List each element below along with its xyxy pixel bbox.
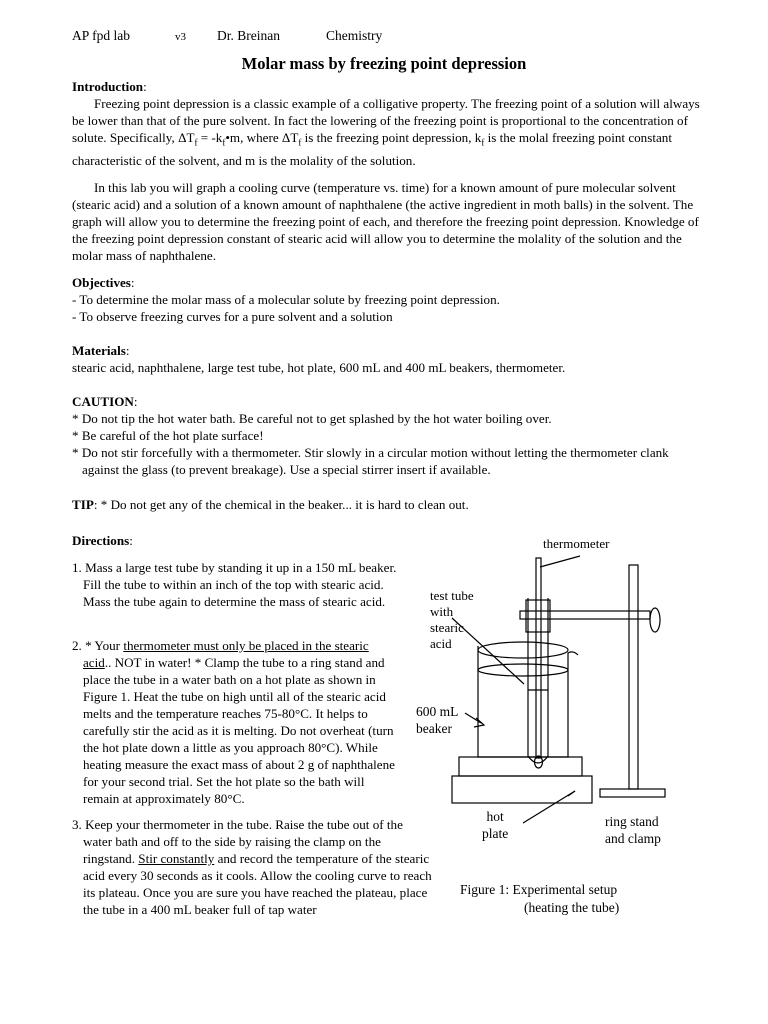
hot-plate-pointer (523, 791, 575, 823)
label-600ml-beaker: 600 mL beaker (416, 704, 459, 736)
ring-stand-base (600, 789, 665, 797)
objectives-section: Objectives: - To determine the molar mass of a molecular solute by freezing point depression. - To observe freezing curves for a pure solvent and a solution (72, 274, 700, 325)
caution-item: * Do not stir forcefully with a thermometer. Stir slowly in a circular motion without letting the thermometer clank against the glass (to prevent breakage). Use a special stirrer insert if available. (72, 445, 669, 477)
tip-section: TIP: * Do not get any of the chemical in the beaker... it is hard to clean out. (72, 497, 469, 512)
label-test-tube: test tube with stearic acid (430, 588, 474, 651)
directions-step-2: 2. * Your thermometer must only be placed in the stearic acid.. NOT in water! * Clamp the tube to a ring stand and place the tube in a water bath on a hot plate as shown in Figure 1. Heat the tube on high until all of the stearic acid melts and the temperature reaches 75-80°C. It helps to carefully stir the acid as it is melting. Do not overheat (turn the hot plate down a little as you approach 80°C). While heating measure the exact mass of about 2 g of naphthalene for your second trial. Set the hot plate so the bath will remain at approximately 80°C. (72, 638, 395, 806)
water-level (478, 664, 568, 676)
introduction-heading: Introduction (72, 79, 144, 94)
clamp-knob (650, 608, 660, 632)
header-subject: Chemistry (326, 28, 383, 43)
figure-caption: Figure 1: Experimental setup (heating the tube) (460, 882, 620, 915)
header-version: v3 (175, 31, 186, 43)
objective-item: - To observe freezing curves for a pure solvent and a solution (72, 309, 393, 324)
directions-heading: Directions (72, 533, 130, 548)
label-thermometer: thermometer (543, 536, 610, 551)
objectives-heading: Objectives (72, 275, 131, 290)
hot-plate (452, 776, 592, 803)
introduction-section: Introduction: Freezing point depression is a classic example of a colligative property. The freezing point of a solution will always be lower than that of the pure solvent. In fact the lowering of the freezing point is proportional to the concentration of solute. Specifically, $\Delta T_f$ = $-k_f•m$, where $\Delta T_f$ is the freezing point depression, $k_f$ is the molal freezing point constant characteristic of the solvent, and m is the molality of the solution. (72, 79, 700, 168)
introduction-paragraph-1: Freezing point depression is a classic example of a colligative property. The freezing point of a solution will always be lower than that of the pure solvent. In fact the lowering of the freezing point is proportional to the concentration of solute. Specifically, $\Delta T_f$ = $-k_f•m$, where $\Delta T_f$ is the freezing point depression, $k_f$ is the molal freezing point constant characteristic of the solvent, and m is the molality of the solution. (72, 96, 700, 168)
test-tube (528, 598, 548, 763)
directions-step-1: 1. Mass a large test tube by standing it up in a 150 mL beaker. Fill the tube to within an inch of the top with stearic acid. Mass the tube again to determine the mass of stearic acid. (72, 560, 397, 609)
header-course: AP fpd lab (72, 28, 130, 43)
materials-section: Materials: stearic acid, naphthalene, large test tube, hot plate, 600 mL and 400 mL beakers, thermometer. (72, 342, 700, 376)
beaker-rim (478, 642, 568, 658)
caution-section: CAUTION: * Do not tip the hot water bath. Be careful not to get splashed by the hot water boiling over. * Be careful of the hot plate surface! * Do not stir forcefully with a thermometer. Stir slowly in a circular motion without letting the thermometer clank against the glass (to prevent breakage). Use a special stirrer insert if available. (72, 393, 700, 478)
header-teacher: Dr. Breinan (217, 28, 280, 43)
clamp-jaw (526, 600, 550, 632)
materials-text: stearic acid, naphthalene, large test tube, hot plate, 600 mL and 400 mL beakers, thermometer. (72, 360, 566, 375)
caution-heading: CAUTION (72, 394, 134, 409)
directions-step-3: 3. Keep your thermometer in the tube. Raise the tube out of the water bath and off to the side by raising the clamp on the ringstand. Stir constantly and record the temperature of the stearic acid every 30 seconds as it cools. Allow the cooling curve to reach its plateau. Once you are sure you have reached the plateau, place the tube in a 400 mL beaker full of tap water (72, 817, 432, 917)
tip-text: * Do not get any of the chemical in the beaker... it is hard to clean out. (100, 497, 469, 512)
label-ring-stand: ring stand and clamp (605, 814, 661, 846)
label-hot-plate: hot plate (482, 809, 509, 841)
directions-section: Directions: (72, 533, 133, 548)
ring-stand-rod (629, 565, 638, 789)
tip-heading: TIP (72, 497, 94, 512)
hot-plate-top (459, 757, 582, 776)
introduction-paragraph-2: In this lab you will graph a cooling curve (temperature vs. time) for a known amount of pure molecular solvent (stearic acid) and a solution of a known amount of naphthalene (the active ingredient in moth balls) in the solvent. The graph will allow you to determine the freezing point of each, and therefore the freezing point depression. Knowledge of the freezing point depression constant of stearic acid will allow you to determine the molality of the solution and the molar mass of naphthalene. (72, 180, 699, 263)
clamp-arm (520, 611, 650, 619)
hot-plate-pointer-tip (568, 791, 575, 796)
materials-heading: Materials (72, 343, 126, 358)
thermometer-pointer (540, 556, 580, 567)
caution-item: * Do not tip the hot water bath. Be careful not to get splashed by the hot water boiling over. (72, 411, 552, 426)
caution-item: * Be careful of the hot plate surface! (72, 428, 264, 443)
page-title: Molar mass by freezing point depression (241, 54, 527, 73)
objective-item: - To determine the molar mass of a molecular solute by freezing point depression. (72, 292, 500, 307)
